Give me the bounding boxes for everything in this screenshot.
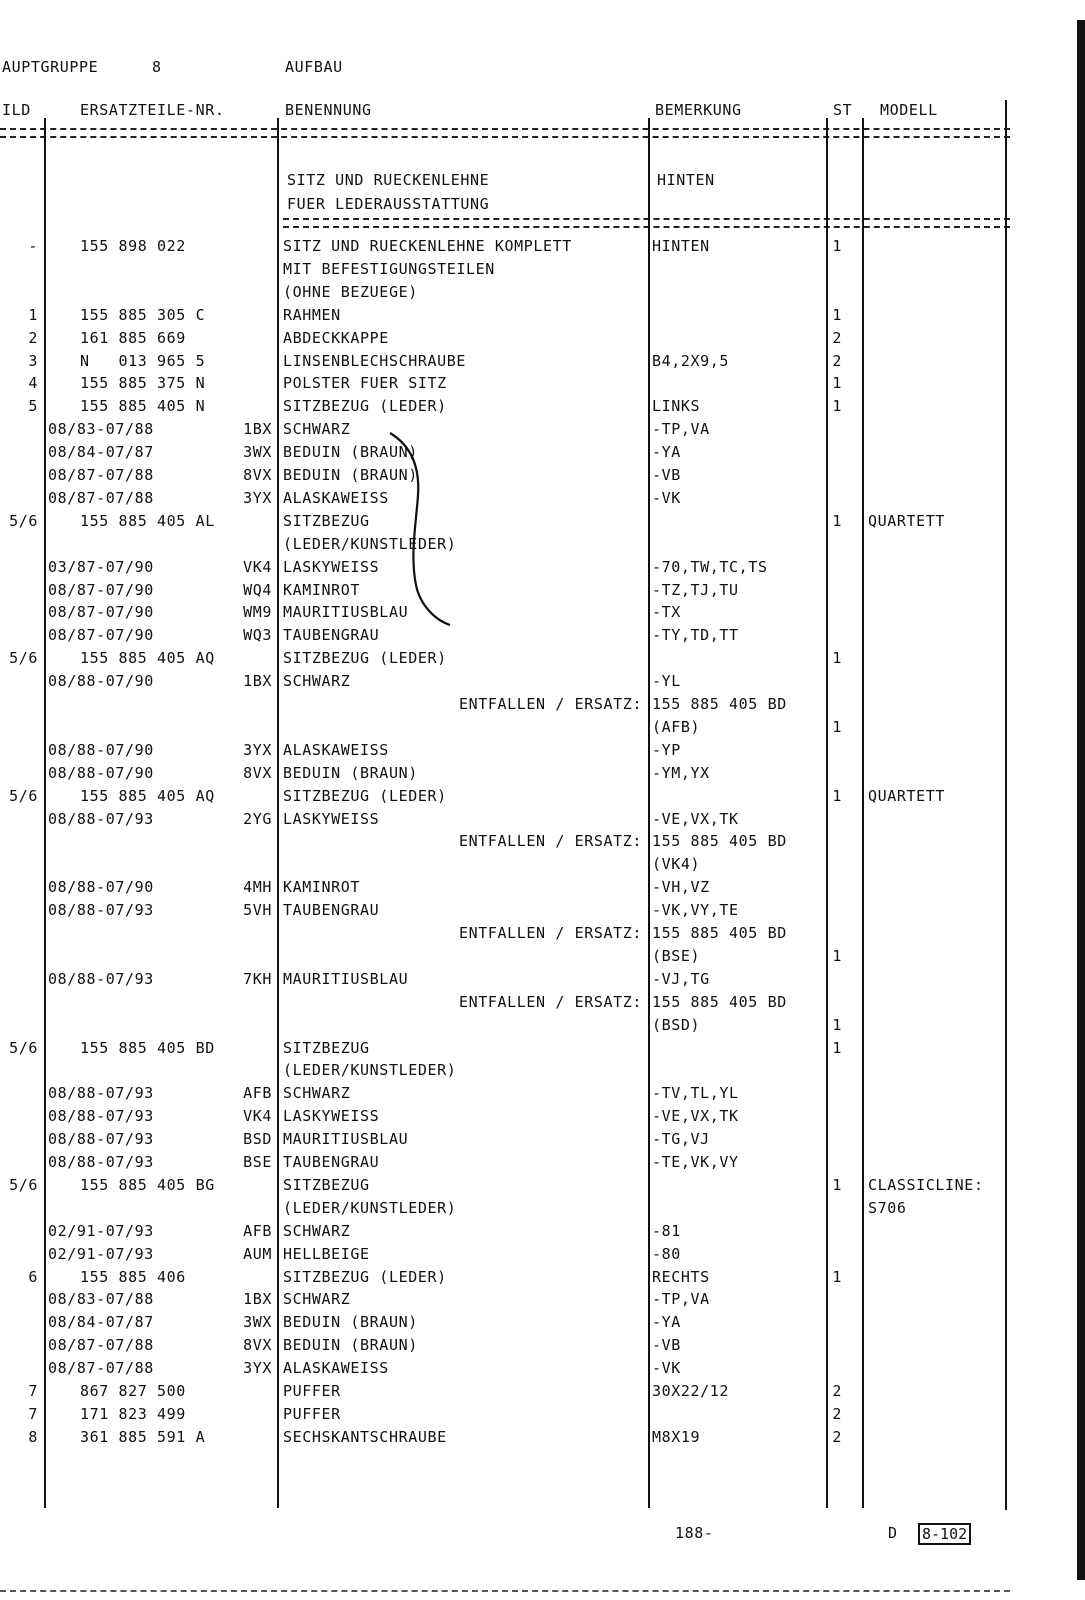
column-divider-3 — [648, 118, 650, 1508]
row-remark: -YA — [652, 1313, 681, 1331]
row-bild: 2 — [28, 329, 38, 347]
row-remark: -TY,TD,TT — [652, 626, 739, 644]
row-part-number: 161 885 669 — [80, 329, 186, 347]
row-remark: (AFB) — [652, 718, 701, 736]
row-description: ALASKAWEISS — [283, 1359, 389, 1377]
row-remark: 155 885 405 BD — [652, 993, 787, 1011]
row-quantity: 1 — [832, 787, 842, 805]
row-bild: 5/6 — [9, 787, 38, 805]
row-quantity: 1 — [832, 1176, 842, 1194]
row-remark: 30X22/12 — [652, 1382, 730, 1400]
row-description: SCHWARZ — [283, 1222, 351, 1240]
row-remark: (VK4) — [652, 855, 701, 873]
row-part-number: 155 885 405 N — [80, 397, 206, 415]
row-description: SECHSKANTSCHRAUBE — [283, 1428, 447, 1446]
row-quantity: 1 — [832, 649, 842, 667]
row-part-number: 155 885 405 BD — [80, 1039, 215, 1057]
row-description: MIT BEFESTIGUNGSTEILEN — [283, 260, 495, 278]
row-quantity: 2 — [832, 1405, 842, 1423]
row-part-number: 08/84-07/87 — [48, 443, 154, 461]
group-label: AUPTGRUPPE — [2, 58, 99, 76]
row-remark: RECHTS — [652, 1268, 710, 1286]
row-remark: (BSD) — [652, 1016, 701, 1034]
row-bild: 1 — [28, 306, 38, 324]
column-divider-5 — [862, 118, 864, 1508]
row-quantity: 1 — [832, 512, 842, 530]
col-header-qty: ST — [833, 101, 853, 119]
row-description: SITZBEZUG (LEDER) — [283, 649, 447, 667]
row-description: (LEDER/KUNSTLEDER) — [283, 535, 457, 553]
row-model: QUARTETT — [868, 512, 946, 530]
row-color-code: BSD — [243, 1130, 272, 1148]
row-description: SCHWARZ — [283, 1084, 351, 1102]
row-color-code: 4MH — [243, 878, 272, 896]
row-description: TAUBENGRAU — [283, 626, 380, 644]
row-remark: -YP — [652, 741, 681, 759]
row-color-code: 1BX — [243, 672, 272, 690]
row-description: POLSTER FUER SITZ — [283, 374, 447, 392]
row-bild: 5/6 — [9, 1176, 38, 1194]
row-description: BEDUIN (BRAUN) — [283, 1336, 418, 1354]
row-part-number: 08/88-07/90 — [48, 672, 154, 690]
section-separator — [283, 218, 1010, 228]
row-description: KAMINROT — [283, 878, 361, 896]
row-part-number: 08/88-07/93 — [48, 1084, 154, 1102]
row-remark: 155 885 405 BD — [652, 695, 787, 713]
row-description: ALASKAWEISS — [283, 489, 389, 507]
row-part-number: 08/87-07/88 — [48, 1336, 154, 1354]
row-part-number: 155 885 405 AL — [80, 512, 215, 530]
row-remark: (BSE) — [652, 947, 701, 965]
row-color-code: 5VH — [243, 901, 272, 919]
row-description: SCHWARZ — [283, 420, 351, 438]
row-bild: - — [28, 237, 38, 255]
row-remark: -VE,VX,TK — [652, 1107, 739, 1125]
row-remark: -VK — [652, 489, 681, 507]
row-color-code: WM9 — [243, 603, 272, 621]
row-description: (OHNE BEZUEGE) — [283, 283, 418, 301]
row-remark: -VK — [652, 1359, 681, 1377]
row-color-code: WQ3 — [243, 626, 272, 644]
row-color-code: 1BX — [243, 1290, 272, 1308]
row-description: HELLBEIGE — [283, 1245, 370, 1263]
section-heading-remark: HINTEN — [657, 171, 715, 189]
row-remark: 155 885 405 BD — [652, 924, 787, 942]
row-part-number: 08/88-07/90 — [48, 764, 154, 782]
row-remark: -VB — [652, 1336, 681, 1354]
row-color-code: BSE — [243, 1153, 272, 1171]
row-description: SITZ UND RUECKENLEHNE KOMPLETT — [283, 237, 572, 255]
row-quantity: 1 — [832, 1016, 842, 1034]
row-part-number: 08/87-07/90 — [48, 626, 154, 644]
col-header-model: MODELL — [880, 101, 938, 119]
row-remark: -TZ,TJ,TU — [652, 581, 739, 599]
row-remark: -VH,VZ — [652, 878, 710, 896]
row-part-number: 08/88-07/90 — [48, 878, 154, 896]
row-color-code: 3WX — [243, 1313, 272, 1331]
row-part-number: 08/88-07/93 — [48, 901, 154, 919]
row-remark: -YA — [652, 443, 681, 461]
row-part-number: 08/87-07/88 — [48, 1359, 154, 1377]
row-color-code: 7KH — [243, 970, 272, 988]
row-remark: -YL — [652, 672, 681, 690]
row-quantity: 1 — [832, 947, 842, 965]
row-part-number: 361 885 591 A — [80, 1428, 206, 1446]
row-description: SCHWARZ — [283, 672, 351, 690]
group-number: 8 — [152, 58, 162, 76]
row-description: SITZBEZUG (LEDER) — [283, 397, 447, 415]
row-model: S706 — [868, 1199, 907, 1217]
row-part-number: 02/91-07/93 — [48, 1222, 154, 1240]
col-header-name: BENENNUNG — [285, 101, 372, 119]
row-part-number: 155 898 022 — [80, 237, 186, 255]
row-color-code: 3YX — [243, 489, 272, 507]
row-remark: -VJ,TG — [652, 970, 710, 988]
row-description: MAURITIUSBLAU — [283, 1130, 409, 1148]
row-remark: LINKS — [652, 397, 701, 415]
row-quantity: 1 — [832, 237, 842, 255]
row-bild: 5/6 — [9, 512, 38, 530]
row-replacement-note: ENTFALLEN / ERSATZ: — [459, 832, 642, 850]
row-remark: -VB — [652, 466, 681, 484]
row-quantity: 2 — [832, 352, 842, 370]
row-part-number: 08/87-07/88 — [48, 489, 154, 507]
col-header-part-no: ERSATZTEILE-NR. — [80, 101, 225, 119]
row-quantity: 1 — [832, 1268, 842, 1286]
row-part-number: 08/88-07/93 — [48, 1107, 154, 1125]
row-color-code: 8VX — [243, 1336, 272, 1354]
row-quantity: 2 — [832, 1428, 842, 1446]
row-bild: 4 — [28, 374, 38, 392]
row-description: TAUBENGRAU — [283, 1153, 380, 1171]
row-description: PUFFER — [283, 1405, 341, 1423]
row-remark: -TP,VA — [652, 1290, 710, 1308]
page-letter: D — [888, 1524, 898, 1542]
row-part-number: 155 885 406 — [80, 1268, 186, 1286]
row-part-number: 171 823 499 — [80, 1405, 186, 1423]
row-quantity: 1 — [832, 1039, 842, 1057]
row-remark: -VE,VX,TK — [652, 810, 739, 828]
row-description: SITZBEZUG — [283, 512, 370, 530]
row-remark: -TV,TL,YL — [652, 1084, 739, 1102]
row-bild: 5 — [28, 397, 38, 415]
row-part-number: 155 885 405 AQ — [80, 787, 215, 805]
row-replacement-note: ENTFALLEN / ERSATZ: — [459, 695, 642, 713]
row-replacement-note: ENTFALLEN / ERSATZ: — [459, 993, 642, 1011]
row-color-code: WQ4 — [243, 581, 272, 599]
col-header-remark: BEMERKUNG — [655, 101, 742, 119]
row-description: BEDUIN (BRAUN) — [283, 466, 418, 484]
row-part-number: 155 885 405 AQ — [80, 649, 215, 667]
row-part-number: 155 885 375 N — [80, 374, 206, 392]
row-bild: 6 — [28, 1268, 38, 1286]
header-separator — [0, 128, 1010, 138]
row-part-number: 08/87-07/90 — [48, 581, 154, 599]
row-remark: -TG,VJ — [652, 1130, 710, 1148]
row-part-number: N 013 965 5 — [80, 352, 206, 370]
row-description: TAUBENGRAU — [283, 901, 380, 919]
row-remark: -TP,VA — [652, 420, 710, 438]
row-quantity: 2 — [832, 329, 842, 347]
row-color-code: AUM — [243, 1245, 272, 1263]
section-heading-line2: FUER LEDERAUSSTATTUNG — [287, 195, 490, 213]
row-description: BEDUIN (BRAUN) — [283, 764, 418, 782]
row-color-code: 8VX — [243, 764, 272, 782]
row-description: BEDUIN (BRAUN) — [283, 1313, 418, 1331]
row-remark: -81 — [652, 1222, 681, 1240]
row-color-code: AFB — [243, 1084, 272, 1102]
row-part-number: 08/83-07/88 — [48, 420, 154, 438]
row-description: LASKYWEISS — [283, 810, 380, 828]
handwritten-bracket-mark — [380, 425, 460, 635]
row-remark: -70,TW,TC,TS — [652, 558, 768, 576]
row-model: QUARTETT — [868, 787, 946, 805]
row-part-number: 08/87-07/88 — [48, 466, 154, 484]
row-part-number: 155 885 405 BG — [80, 1176, 215, 1194]
row-remark: -VK,VY,TE — [652, 901, 739, 919]
row-bild: 3 — [28, 352, 38, 370]
row-description: SITZBEZUG — [283, 1176, 370, 1194]
row-description: LINSENBLECHSCHRAUBE — [283, 352, 466, 370]
row-remark: -TX — [652, 603, 681, 621]
row-description: LASKYWEISS — [283, 1107, 380, 1125]
row-description: SCHWARZ — [283, 1290, 351, 1308]
row-quantity: 1 — [832, 718, 842, 736]
row-remark: -YM,YX — [652, 764, 710, 782]
page-number: 188- — [675, 1524, 714, 1542]
row-remark: B4,2X9,5 — [652, 352, 730, 370]
row-bild: 8 — [28, 1428, 38, 1446]
row-color-code: 3YX — [243, 741, 272, 759]
row-remark: HINTEN — [652, 237, 710, 255]
row-part-number: 08/88-07/93 — [48, 1153, 154, 1171]
row-bild: 7 — [28, 1382, 38, 1400]
section-title: AUFBAU — [285, 58, 343, 76]
row-description: LASKYWEISS — [283, 558, 380, 576]
column-divider-6 — [1005, 100, 1007, 1510]
row-part-number: 03/87-07/90 — [48, 558, 154, 576]
row-description: KAMINROT — [283, 581, 361, 599]
row-description: SITZBEZUG (LEDER) — [283, 787, 447, 805]
row-part-number: 08/88-07/90 — [48, 741, 154, 759]
row-description: ALASKAWEISS — [283, 741, 389, 759]
row-part-number: 08/88-07/93 — [48, 970, 154, 988]
row-color-code: 3YX — [243, 1359, 272, 1377]
row-description: PUFFER — [283, 1382, 341, 1400]
row-part-number: 02/91-07/93 — [48, 1245, 154, 1263]
row-bild: 5/6 — [9, 649, 38, 667]
row-description: SITZBEZUG — [283, 1039, 370, 1057]
row-color-code: 2YG — [243, 810, 272, 828]
row-part-number: 08/87-07/90 — [48, 603, 154, 621]
row-remark: -TE,VK,VY — [652, 1153, 739, 1171]
page-reference: 8-102 — [918, 1523, 971, 1545]
row-description: MAURITIUSBLAU — [283, 603, 409, 621]
row-description: BEDUIN (BRAUN) — [283, 443, 418, 461]
row-description: SITZBEZUG (LEDER) — [283, 1268, 447, 1286]
row-color-code: 3WX — [243, 443, 272, 461]
row-remark: M8X19 — [652, 1428, 701, 1446]
row-part-number: 155 885 305 C — [80, 306, 206, 324]
row-part-number: 08/83-07/88 — [48, 1290, 154, 1308]
scan-border — [1077, 20, 1085, 1580]
row-bild: 5/6 — [9, 1039, 38, 1057]
row-description: MAURITIUSBLAU — [283, 970, 409, 988]
row-color-code: AFB — [243, 1222, 272, 1240]
row-part-number: 08/88-07/93 — [48, 1130, 154, 1148]
row-quantity: 1 — [832, 397, 842, 415]
column-divider-4 — [826, 118, 828, 1508]
row-part-number: 867 827 500 — [80, 1382, 186, 1400]
row-description: (LEDER/KUNSTLEDER) — [283, 1199, 457, 1217]
row-description: RAHMEN — [283, 306, 341, 324]
row-part-number: 08/88-07/93 — [48, 810, 154, 828]
row-quantity: 2 — [832, 1382, 842, 1400]
row-part-number: 08/84-07/87 — [48, 1313, 154, 1331]
column-divider-2 — [277, 118, 279, 1508]
row-model: CLASSICLINE: — [868, 1176, 984, 1194]
bottom-edge-line — [0, 1590, 1010, 1594]
row-remark: 155 885 405 BD — [652, 832, 787, 850]
section-heading-line1: SITZ UND RUECKENLEHNE — [287, 171, 490, 189]
row-replacement-note: ENTFALLEN / ERSATZ: — [459, 924, 642, 942]
col-header-bild: ILD — [2, 101, 31, 119]
row-color-code: VK4 — [243, 1107, 272, 1125]
row-bild: 7 — [28, 1405, 38, 1423]
row-quantity: 1 — [832, 374, 842, 392]
column-divider-1 — [44, 118, 46, 1508]
row-color-code: 1BX — [243, 420, 272, 438]
row-quantity: 1 — [832, 306, 842, 324]
row-remark: -80 — [652, 1245, 681, 1263]
row-description: ABDECKKAPPE — [283, 329, 389, 347]
row-color-code: VK4 — [243, 558, 272, 576]
row-description: (LEDER/KUNSTLEDER) — [283, 1061, 457, 1079]
row-color-code: 8VX — [243, 466, 272, 484]
